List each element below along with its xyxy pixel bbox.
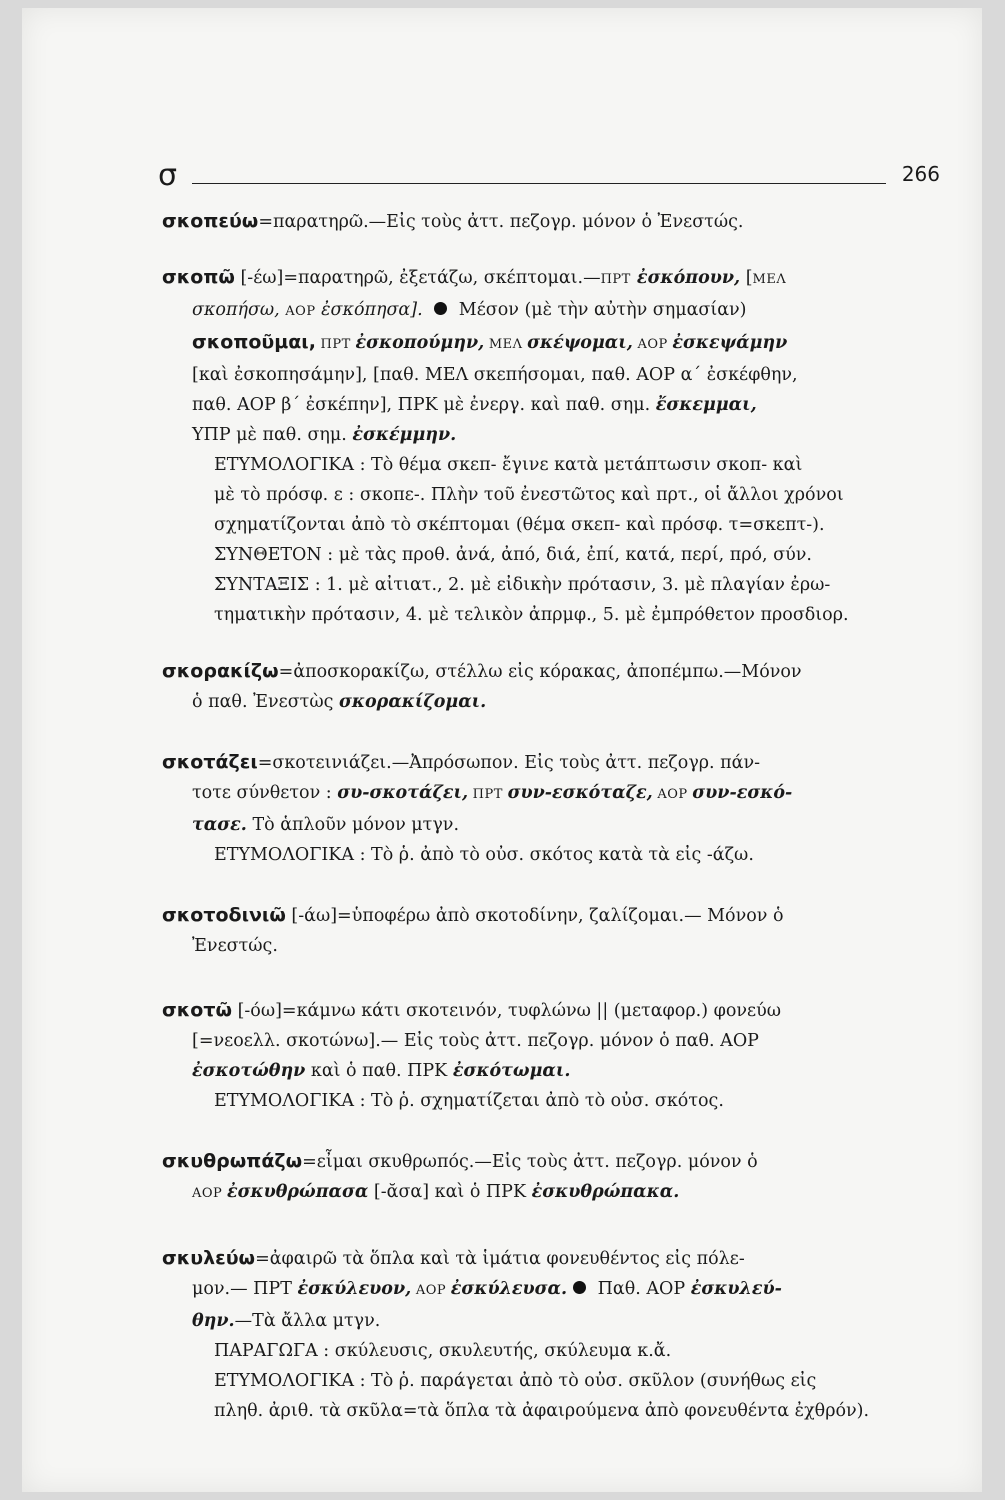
text: Τὸ ἁπλοῦν μόνον μτγν. (246, 815, 460, 835)
page-header (158, 158, 958, 198)
definition: =εἶμαι σκυθρωπός.—Εἰς τοὺς ἀττ. πεζογρ. μόνον ὁ (302, 1152, 758, 1172)
bullet-icon (573, 1281, 586, 1294)
headword: σκορακίζω (162, 660, 279, 682)
form: τασε. (192, 815, 247, 835)
entry-skoto (162, 995, 950, 1116)
form: ἐσκοτώθην (192, 1061, 306, 1081)
etymology-note: ΕΤΥΜΟΛΟΓΙΚΑ : Τὸ ῥ. ἀπὸ τὸ οὐσ. σκότος κατὰ τὰ εἰς -άζω. (214, 845, 754, 865)
form: ἐσκέμμην. (352, 425, 457, 445)
definition: [-έω]=παρατηρῶ, ἐξετάζω, σκέπτομαι.— (234, 268, 601, 288)
form: ἔσκεμμαι, (655, 395, 757, 415)
headword: σκοπῶ (162, 266, 235, 288)
text: [καὶ ἐσκοπησάμην], [παθ. ΜΕΛ σκεπήσομαι, παθ. ΑΟΡ α΄ ἐσκέφθην, (192, 365, 798, 385)
etymology-note: μὲ τὸ πρόσφ. ε : σκοπε-. Πλὴν τοῦ ἐνεστῶτος καὶ πρτ., οἱ ἄλλοι χρόνοι (214, 485, 844, 505)
definition: =σκοτεινιάζει.—Ἀπρόσωπον. Εἰς τοὺς ἀττ. πεζογρ. πάν- (257, 753, 761, 773)
derivatives-note: ΠΑΡΑΓΩΓΑ : σκύλευσις, σκυλευτής, σκύλευμα κ.ἄ. (214, 1341, 672, 1361)
text: καὶ ὁ παθ. ΠΡΚ (305, 1061, 453, 1081)
form: σκορακίζομαι. (338, 692, 487, 712)
form: συν-εσκόταζε, (507, 783, 653, 803)
text: παθ. ΑΟΡ β΄ ἐσκέπην], ΠΡΚ μὲ ἐνεργ. καὶ παθ. σημ. (192, 395, 656, 415)
form: ἐσκότωμαι. (452, 1061, 571, 1081)
text: ΥΠΡ μὲ παθ. σημ. (192, 425, 353, 445)
form: σκέψομαι, (527, 333, 633, 353)
text: —Τὰ ἄλλα μτγν. (234, 1311, 381, 1331)
text: [ (740, 268, 753, 288)
abbr: ΠΡΤ (600, 272, 631, 287)
entry-skyleuo (162, 1243, 950, 1426)
headword: σκοτάζει (162, 751, 258, 773)
headword: σκοτῶ (162, 999, 232, 1021)
etymology-note: ΕΤΥΜΟΛΟΓΙΚΑ : Τὸ ῥ. σχηματίζεται ἀπὸ τὸ οὐσ. σκότος. (214, 1091, 724, 1111)
page (22, 8, 982, 1492)
text: Μέσον (μὲ τὴν αὐτὴν σημασίαν) (453, 300, 747, 320)
text: τοτε σύνθετον : (192, 783, 338, 803)
form: ἐσκεψάμην (672, 333, 788, 353)
compound-note: ΣΥΝΘΕΤΟΝ : μὲ τὰς προθ. ἀνά, ἀπό, διά, ἐπί, κατά, περί, πρό, σύν. (214, 545, 812, 565)
dictionary-content (162, 206, 950, 1446)
text: ὁ παθ. Ἐνεστὼς (192, 692, 339, 712)
entry-skorakizo (162, 656, 950, 717)
headword: σκυθρωπάζω (162, 1150, 303, 1172)
syntax-note: τηματικὴν πρότασιν, 4. μὲ τελικὸν ἀπρμφ., 5. μὲ ἐμπρόθετον προσδιορ. (214, 605, 849, 625)
text: Παθ. ΑΟΡ (592, 1279, 691, 1299)
entry-skotodinio (162, 900, 950, 961)
section-letter: σ (158, 158, 178, 193)
form: ἐσκύλευσα. (450, 1279, 568, 1299)
definition: =παρατηρῶ.—Εἰς τοὺς ἀττ. πεζογρ. μόνον ὁ Ἐνεστώς. (258, 212, 744, 232)
form: ἐσκύλευον, (297, 1279, 412, 1299)
form: ἐσκοπούμην, (355, 333, 485, 353)
abbr: ΜΕΛ (484, 337, 528, 352)
middle-headword: σκοποῦμαι, (192, 331, 316, 353)
etymology-note: ΕΤΥΜΟΛΟΓΙΚΑ : Τὸ θέμα σκεπ- ἔγινε κατὰ μετάπτωσιν σκοπ- καὶ (214, 455, 803, 475)
headword: σκυλεύω (162, 1247, 256, 1269)
form: ἐσκυθρώπασα (226, 1182, 369, 1202)
form: ἐσκυθρώπακα. (531, 1182, 680, 1202)
form: συ-σκοτάζει, (337, 783, 469, 803)
entry-skopeuo (162, 206, 950, 237)
form: σκοπήσω, (192, 300, 286, 320)
definition: [-όω]=κάμνω κάτι σκοτεινόν, τυφλώνω || (μεταφορ.) φονεύω (232, 1001, 781, 1021)
form: ἐσκόπουν, (630, 268, 741, 288)
abbr: ΜΕΛ (752, 272, 787, 287)
text: [-ᾰσα] καὶ ὁ ΠΡΚ (368, 1182, 532, 1202)
abbr: ΠΡΤ (315, 337, 356, 352)
headword: σκοπεύω (162, 210, 259, 232)
entry-skopo (162, 262, 950, 630)
etymology-note: ΕΤΥΜΟΛΟΓΙΚΑ : Τὸ ῥ. παράγεται ἀπὸ τὸ οὐσ. σκῦλον (συνήθως εἰς (214, 1371, 817, 1391)
form: θην. (192, 1311, 235, 1331)
definition: [-άω]=ὑποφέρω ἀπὸ σκοτοδίνην, ζαλίζομαι.— Μόνον ὁ (285, 906, 784, 926)
text: [=νεοελλ. σκοτώνω].— Εἰς τοὺς ἀττ. πεζογρ. μόνον ὁ παθ. ΑΟΡ (192, 1031, 759, 1051)
etymology-note: πληθ. ἀριθ. τὰ σκῦλα=τὰ ὅπλα τὰ ἀφαιρούμενα ἀπὸ φονευθέντα ἐχθρόν). (214, 1401, 870, 1421)
abbr: ΑΟΡ (285, 304, 316, 319)
definition: =ἀφαιρῶ τὰ ὅπλα καὶ τὰ ἱμάτια φονευθέντος εἰς πόλε- (255, 1249, 745, 1269)
abbr: ΠΡΤ (468, 787, 508, 802)
abbr: ΑΟΡ (652, 787, 693, 802)
abbr: ΑΟΡ (411, 1283, 451, 1298)
bullet-icon (434, 302, 447, 315)
text: Ἐνεστώς. (192, 936, 278, 956)
abbr: ΑΟΡ (632, 337, 673, 352)
etymology-note: σχηματίζονται ἀπὸ τὸ σκέπτομαι (θέμα σκεπ- καὶ πρόσφ. τ=σκεπτ-). (214, 515, 825, 535)
form: ἐσκόπησα]. (315, 300, 429, 320)
text: μον.— ΠΡΤ (192, 1279, 298, 1299)
syntax-note: ΣΥΝΤΑΞΙΣ : 1. μὲ αἰτιατ., 2. μὲ εἰδικὴν πρότασιν, 3. μὲ πλαγίαν ἐρω- (214, 575, 831, 595)
form: συν-εσκό- (692, 783, 793, 803)
headword: σκοτοδινιῶ (162, 904, 286, 926)
abbr: ΑΟΡ (192, 1186, 227, 1201)
form: ἐσκυλεύ- (690, 1279, 782, 1299)
definition: =ἀποσκορακίζω, στέλλω εἰς κόρακας, ἀποπέμπω.—Μόνον (278, 662, 802, 682)
entry-skotazei (162, 747, 950, 870)
page-number: 266 (901, 162, 940, 186)
entry-skythropazo (162, 1146, 950, 1209)
header-rule (192, 183, 886, 184)
